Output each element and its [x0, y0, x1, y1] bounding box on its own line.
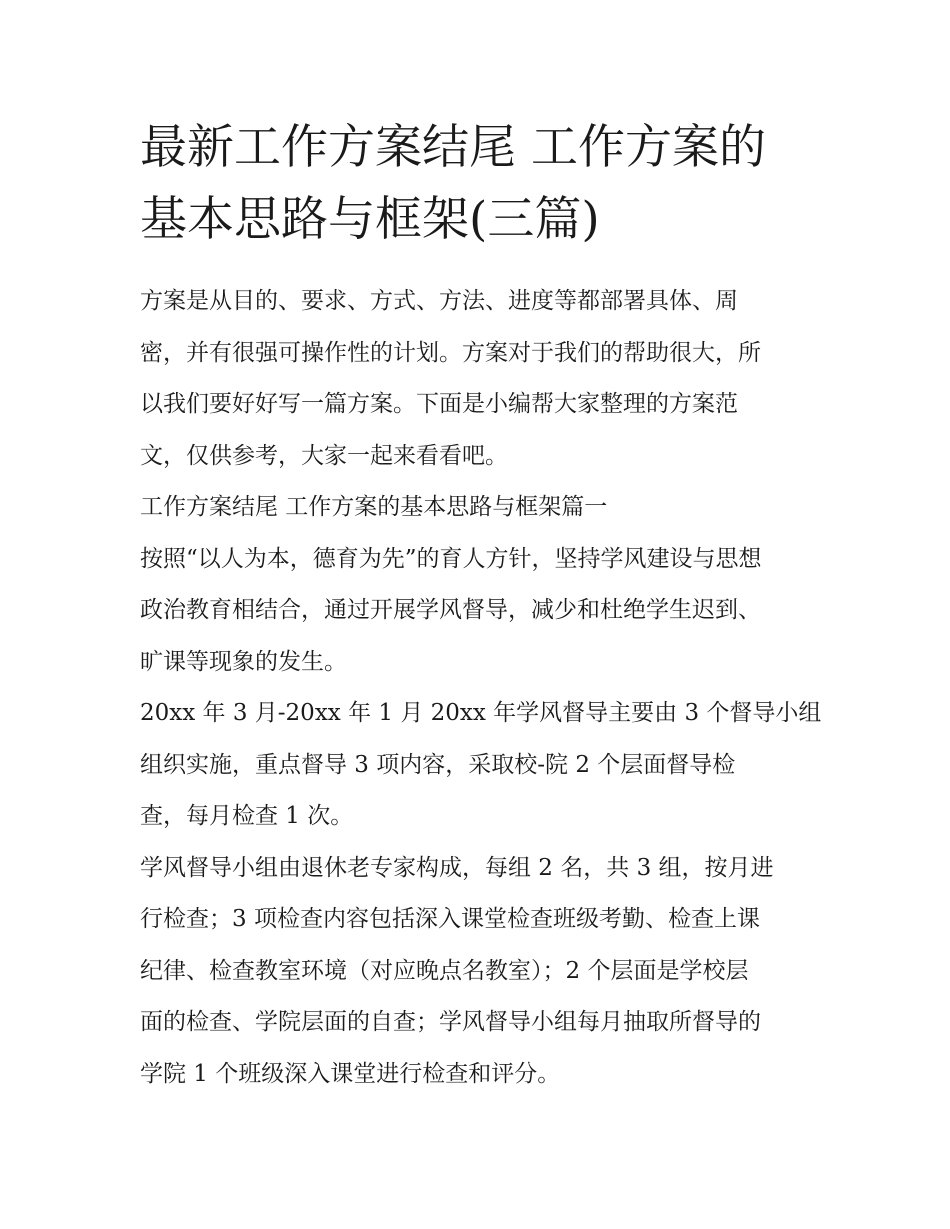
text-line: 纪律、检查教室环境（对应晚点名教室）；2 个层面是学校层	[140, 957, 749, 984]
text-line: 组织实施，重点督导 3 项内容，采取校-院 2 个层面督导检	[140, 751, 736, 778]
section-heading	[140, 482, 830, 534]
text-line: 以我们要好好写一篇方案。下面是小编帮大家整理的方案范	[140, 391, 738, 417]
text-line: 20xx 年 3 月-20xx 年 1 月 20xx 年学风督导主要由 3 个督导小组	[140, 700, 822, 726]
page-title	[140, 112, 830, 256]
text-line: 工作方案结尾 工作方案的基本思路与框架篇一	[140, 494, 608, 520]
paragraph-schedule	[140, 688, 830, 843]
text-line: 学风督导小组由退休老专家构成，每组 2 名，共 3 组，按月进	[140, 854, 774, 881]
text-line: 旷课等现象的发生。	[140, 648, 347, 675]
title-line-1: 最新工作方案结尾 工作方案的	[140, 120, 766, 175]
paragraph-intro	[140, 276, 830, 482]
paragraph-policy	[140, 534, 830, 689]
text-line: 面的检查、学院层面的自查；学风督导小组每月抽取所督导的	[140, 1009, 761, 1035]
text-line: 密，并有很强可操作性的计划。方案对于我们的帮助很大，所	[140, 339, 761, 366]
text-line: 行检查；3 项检查内容包括深入课堂检查班级考勤、检查上课	[140, 906, 760, 932]
text-line: 按照“以人为本，德育为先”的育人方针，坚持学风建设与思想	[140, 545, 762, 572]
document-body	[140, 276, 830, 1100]
text-line: 查，每月检查 1 次。	[140, 803, 354, 829]
text-line: 政治教育相结合，通过开展学风督导，减少和杜绝学生迟到、	[140, 597, 761, 623]
text-line: 学院 1 个班级深入课堂进行检查和评分。	[140, 1060, 561, 1087]
text-line: 文，仅供参考，大家一起来看看吧。	[140, 442, 508, 469]
title-line-2: 基本思路与框架(三篇)	[140, 192, 600, 247]
text-line: 方案是从目的、要求、方式、方法、进度等都部署具体、周	[140, 288, 738, 314]
paragraph-details	[140, 843, 830, 1101]
